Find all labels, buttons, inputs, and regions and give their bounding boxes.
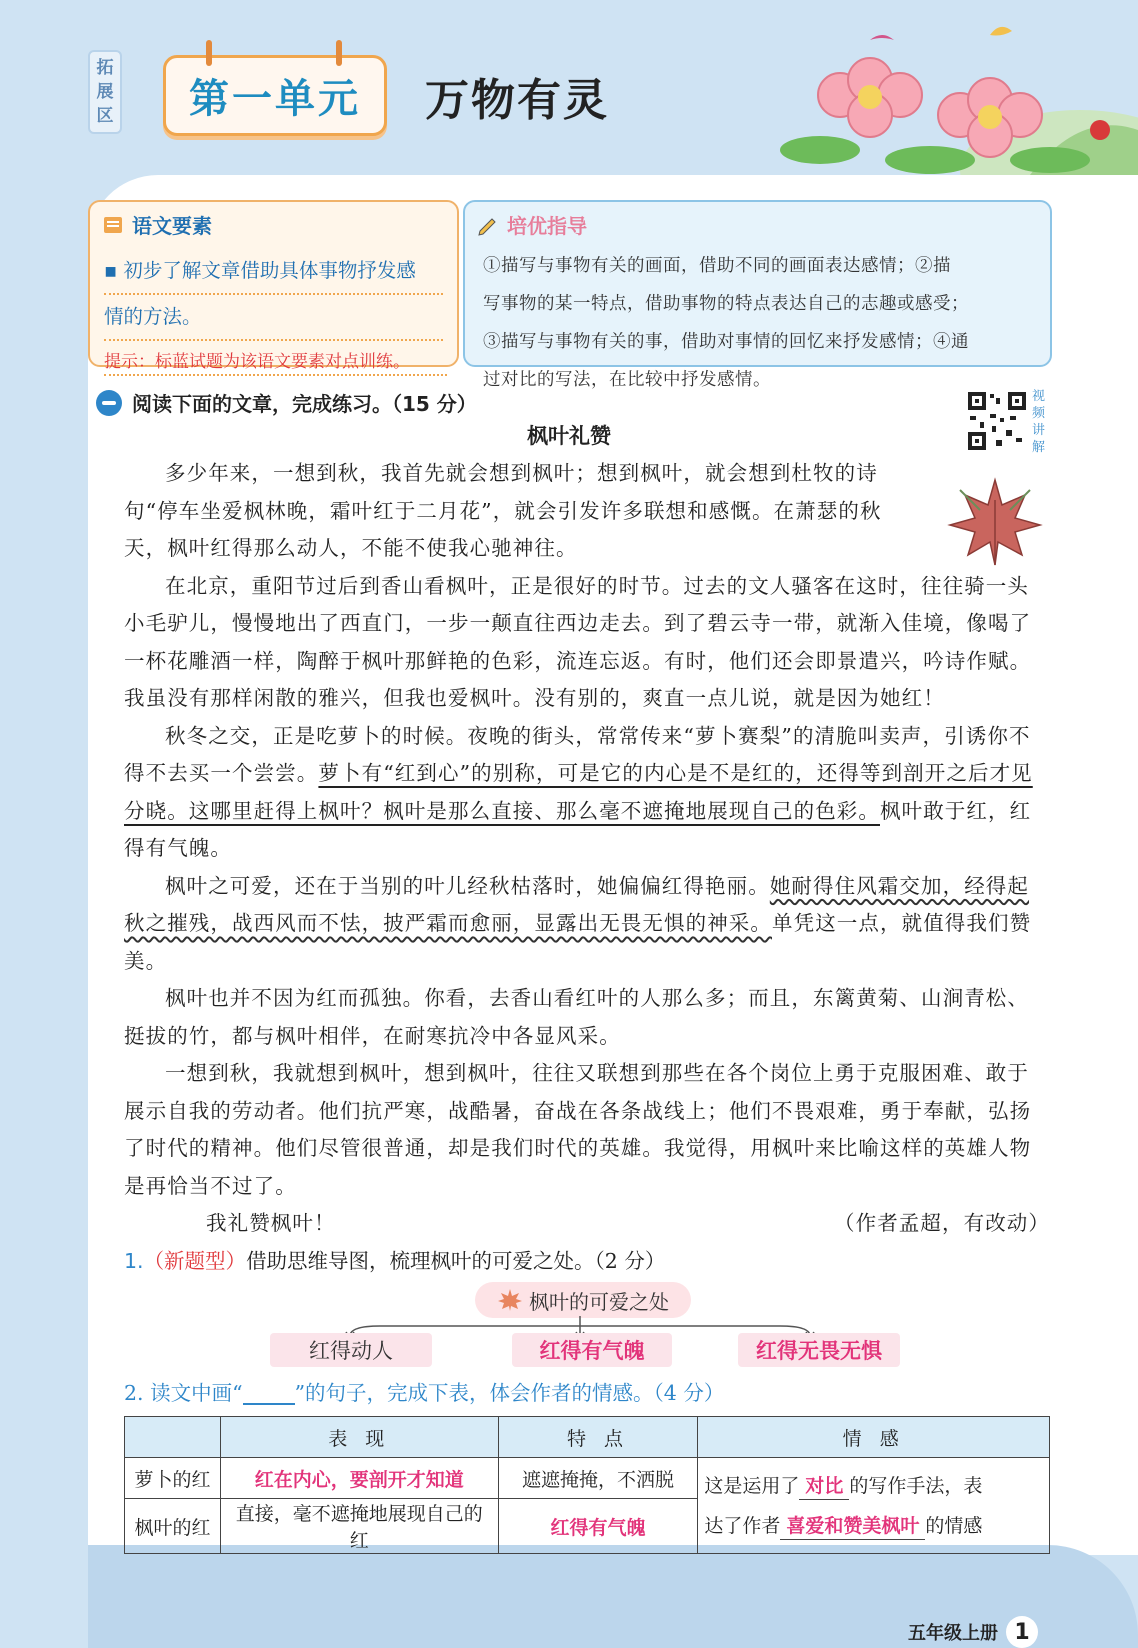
mindmap-answer: 红得有气魄 [512, 1333, 672, 1367]
column-header: 特 点 [498, 1417, 698, 1458]
answer-fill: 对比 [799, 1473, 849, 1500]
underline-sample [243, 1385, 295, 1405]
mindmap-node: 红得动人 [270, 1333, 432, 1367]
guide-line: ③描写与事物有关的事，借助对事情的回忆来抒发感情；④通 [483, 332, 969, 352]
page-number: 1 [1006, 1616, 1038, 1648]
book-icon [102, 214, 124, 236]
guide-line: 过对比的写法，在比较中抒发感情。 [483, 370, 771, 390]
grade-label: 五年级上册 [908, 1623, 998, 1644]
comparison-table [124, 1416, 1050, 1554]
pencil-icon [477, 214, 499, 236]
question-1: 1.（新题型）借助思维导图，梳理枫叶的可爱之处。（2 分） [124, 1249, 666, 1273]
paragraph: 秋冬之交，正是吃萝卜的时候。夜晚的街头，常常传来“萝卜赛梨”的清脆叫卖声，引诱你不得不去买一个尝尝。萝卜有“红到心”的别称，可是它的内心是不是红的，还得等到剖开之后才见分晓。这哪里赶得上枫叶？枫叶是那么直接、那么毫不遮掩地展现自己的色彩。枫叶敢于红，红得有气魄。 [124, 723, 1033, 860]
guidance-box [463, 200, 1052, 390]
box-title: 培优指导 [507, 214, 587, 238]
mindmap-center: 枫叶的可爱之处 [475, 1282, 691, 1318]
paragraph: 在北京，重阳节过后到香山看枫叶，正是很好的时节。过去的文人骚客在这时，往往骑一头小毛驴儿，慢慢地出了西直门，一步一颠直往西边走去。到了碧云寺一带，就渐入佳境，像喝了一杯花雕酒一样，陶醉于枫叶那鲜艳的色彩，流连忘返。有时，他们还会即景遣兴，吟诗作赋。我虽没有那样闲散的雅兴，但我也爱枫叶。没有别的，爽直一点儿说，就是因为她红！ [124, 573, 1032, 710]
paragraph: 枫叶之可爱，还在于当别的叶儿经秋枯落时，她偏偏红得艳丽。她耐得住风霜交加，经得起秋之摧残，战西风而不怯，披严霜而愈丽，显露出无畏无惧的神采。单凭这一点，就值得我们赞美。 [124, 873, 1032, 973]
guide-line: 写事物的某一特点，借助事物的特点表达自己的志趣或感受； [483, 294, 969, 314]
side-tab: 拓 展 区 [88, 50, 122, 134]
wavy-underlined-sentence: 她耐得住风霜交加，经得起秋之摧残，战西风而不怯，披严霜而愈丽，显露出无畏无惧的神采。 [124, 873, 1030, 935]
maple-leaf-icon [497, 1288, 523, 1312]
goal-line: ▪ 初步了解文章借助具体事物抒发感 [104, 249, 443, 295]
mindmap-answer: 红得无畏无惧 [738, 1333, 900, 1367]
paragraph: 多少年来，一想到秋，我首先就会想到枫叶；想到枫叶，就会想到杜牧的诗句“停车坐爱枫林晚，霜叶红于二月花”，就会引发许多联想和感慨。在萧瑟的秋天，枫叶红得那么动人，不能不使我心驰神往。 [124, 461, 882, 560]
feature-cell: 遮遮掩掩，不洒脱 [498, 1458, 698, 1499]
box-title: 语文要素 [132, 214, 212, 238]
unit-title: 万物有灵 [425, 75, 609, 126]
source-note: （作者孟超，有改动） [834, 1211, 1050, 1235]
answer-fill: 喜爱和赞美枫叶 [780, 1513, 925, 1540]
row-label: 枫叶的红 [125, 1499, 221, 1554]
guide-line: ①描写与事物有关的画面，借助不同的画面表达感情；②描 [483, 256, 951, 276]
emotion-cell: 这是运用了 对比 的写作手法，表 达了作者 喜爱和赞美枫叶 的情感 [698, 1458, 1050, 1554]
column-header: 情 感 [698, 1417, 1050, 1458]
new-question-tag: （新题型） [143, 1249, 247, 1273]
feature-cell: 直接，毫不遮掩地展现自己的红 [220, 1499, 498, 1554]
article-title: 枫叶礼赞 [527, 424, 611, 448]
qr-label: 视 频 讲 解 [1032, 389, 1046, 455]
tip-text: 提示：标蓝试题为该语文要素对点训练。 [104, 347, 447, 376]
table-row [125, 1458, 1050, 1499]
chinese-elements-box [88, 200, 459, 372]
column-header: 表 现 [220, 1417, 498, 1458]
section-number-icon [96, 390, 122, 416]
row-label: 萝卜的红 [125, 1458, 221, 1499]
paragraph: 我礼赞枫叶！ （作者孟超，有改动） [124, 1205, 1050, 1243]
section-title: 阅读下面的文章，完成练习。（15 分） [96, 388, 477, 417]
answer-cell: 红得有气魄 [498, 1499, 698, 1554]
question-2: 2. 读文中画“ ”的句子，完成下表，体会作者的情感。（4 分） [124, 1381, 725, 1405]
unit-badge [163, 55, 387, 136]
article-body [124, 455, 1050, 1243]
page-footer [908, 1616, 1038, 1648]
table-header-row [125, 1417, 1050, 1458]
answer-cell: 红在内心，要剖开才知道 [220, 1458, 498, 1499]
goal-line: 情的方法。 [104, 295, 443, 341]
flower-illustration [780, 0, 1138, 175]
unit-label: 第一单元 [189, 76, 361, 122]
paragraph: 枫叶也并不因为红而孤独。你看，去香山看红叶的人那么多；而且，东篱黄菊、山涧青松、挺拔的竹，都与枫叶相伴，在耐寒抗冷中各显风采。 [124, 986, 1029, 1048]
paragraph: 一想到秋，我就想到枫叶，想到枫叶，往往又联想到那些在各个岗位上勇于克服困难、敢于展示自我的劳动者。他们抗严寒，战酷暑，奋战在各条战线上；他们不畏艰难，勇于奉献，弘扬了时代的精神。他们尽管很普通，却是我们时代的英雄。我觉得，用枫叶来比喻这样的英雄人物是再恰当不过了。 [124, 1061, 1032, 1198]
underlined-sentence: 萝卜有“红到心”的别称，可是它的内心是不是红的，还得等到剖开之后才见分晓。这哪里赶得上枫叶？枫叶是那么直接、那么毫不遮掩地展现自己的色彩。 [124, 761, 1033, 823]
